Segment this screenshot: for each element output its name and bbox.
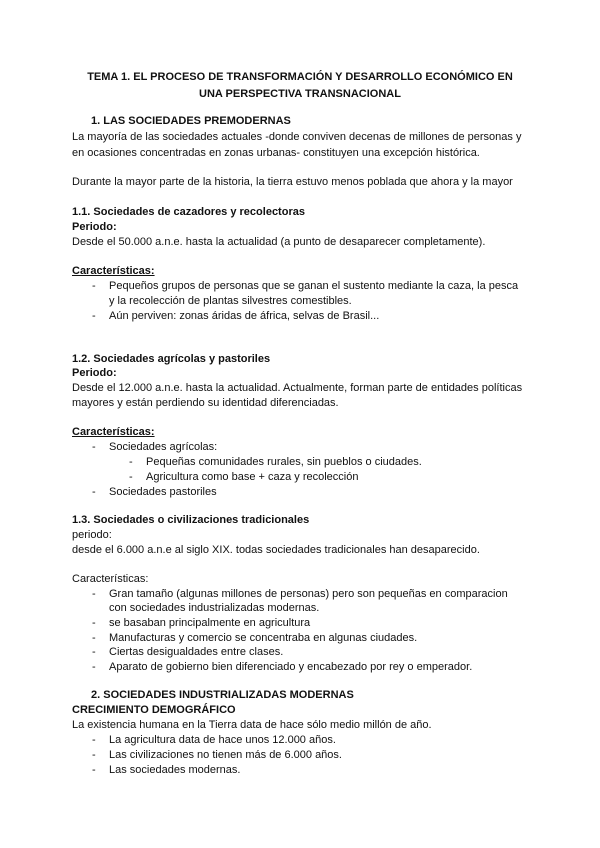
section-1-3-item-3: Manufacturas y comercio se concentraba en algunas ciudades.: [109, 632, 418, 644]
section-2-intro: La existencia humana en la Tierra data de hace sólo medio millón de año.: [72, 719, 432, 731]
section-2-item-2: Las civilizaciones no tienen más de 6.000 años.: [109, 749, 342, 761]
section-1-heading: 1. LAS SOCIEDADES PREMODERNAS: [91, 115, 291, 127]
section-1-2-periodo-line2: mayores y están perdiendo su identidad diferenciadas.: [72, 397, 339, 409]
document-title-line2: UNA PERSPECTIVA TRANSNACIONAL: [199, 88, 401, 100]
section-1-paragraph-line2: en ocasiones concentradas en zonas urbanas- constituyen una excepción histórica.: [72, 147, 480, 159]
section-1-2-subitem-2: Agricultura como base + caza y recolección: [146, 471, 359, 483]
section-1-paragraph-2: Durante la mayor parte de la historia, la tierra estuvo menos poblada que ahora y la mayor: [72, 176, 513, 188]
list-dash: -: [92, 310, 96, 322]
section-1-1-periodo-label: Periodo:: [72, 221, 117, 233]
list-dash: -: [129, 471, 133, 483]
list-dash: -: [92, 280, 96, 292]
list-dash: -: [92, 617, 96, 629]
section-1-3-caracteristicas-label: Características:: [72, 573, 149, 585]
section-1-2-heading: 1.2. Sociedades agrícolas y pastoriles: [72, 353, 271, 365]
section-1-3-item-1-line2: con sociedades industrializadas modernas.: [109, 602, 320, 614]
section-1-3-item-2: se basaban principalmente en agricultura: [109, 617, 311, 629]
section-1-paragraph-line1: La mayoría de las sociedades actuales -donde conviven decenas de millones de personas y: [72, 131, 522, 143]
section-1-3-heading: 1.3. Sociedades o civilizaciones tradicionales: [72, 514, 310, 526]
section-1-1-item-1-line2: y la recolección de plantas silvestres comestibles.: [109, 295, 352, 307]
section-2-item-3: Las sociedades modernas.: [109, 764, 241, 776]
section-2-subheading: CRECIMIENTO DEMOGRÁFICO: [72, 704, 236, 716]
list-dash: -: [129, 456, 133, 468]
section-1-2-periodo-line1: Desde el 12.000 a.n.e. hasta la actualidad. Actualmente, forman parte de entidades políticas: [72, 382, 523, 394]
section-1-1-item-2: Aún perviven: zonas áridas de áfrica, selvas de Brasil...: [109, 310, 380, 322]
section-2-item-1: La agricultura data de hace unos 12.000 años.: [109, 734, 336, 746]
list-dash: -: [92, 632, 96, 644]
section-1-1-item-1-line1: Pequeños grupos de personas que se ganan el sustento mediante la caza, la pesca: [109, 280, 519, 292]
list-dash: -: [92, 588, 96, 600]
section-1-1-heading: 1.1. Sociedades de cazadores y recolectoras: [72, 206, 305, 218]
list-dash: -: [92, 441, 96, 453]
section-1-3-item-5: Aparato de gobierno bien diferenciado y encabezado por rey o emperador.: [109, 661, 473, 673]
section-1-3-periodo-text: desde el 6.000 a.n.e al siglo XIX. todas sociedades tradicionales han desaparecido.: [72, 544, 480, 556]
list-dash: -: [92, 749, 96, 761]
list-dash: -: [92, 661, 96, 673]
section-1-3-item-4: Ciertas desigualdades entre clases.: [109, 646, 284, 658]
section-1-2-caracteristicas-label: Características:: [72, 426, 155, 438]
section-1-2-subitem-1: Pequeñas comunidades rurales, sin pueblos o ciudades.: [146, 456, 422, 468]
section-1-2-item-1: Sociedades agrícolas:: [109, 441, 218, 453]
list-dash: -: [92, 486, 96, 498]
section-1-1-caracteristicas-label: Características:: [72, 265, 155, 277]
list-dash: -: [92, 734, 96, 746]
list-dash: -: [92, 646, 96, 658]
section-1-2-periodo-label: Periodo:: [72, 367, 117, 379]
section-2-heading: 2. SOCIEDADES INDUSTRIALIZADAS MODERNAS: [91, 689, 354, 701]
list-dash: -: [92, 764, 96, 776]
document-title-line1: TEMA 1. EL PROCESO DE TRANSFORMACIÓN Y DESARROLLO ECONÓMICO EN: [87, 71, 513, 83]
section-1-3-item-1-line1: Gran tamaño (algunas millones de personas) pero son pequeñas en comparacion: [109, 588, 508, 600]
section-1-1-periodo-text: Desde el 50.000 a.n.e. hasta la actualidad (a punto de desaparecer completamente).: [72, 236, 486, 248]
section-1-2-item-2: Sociedades pastoriles: [109, 486, 217, 498]
section-1-3-periodo-label: periodo:: [72, 529, 112, 541]
